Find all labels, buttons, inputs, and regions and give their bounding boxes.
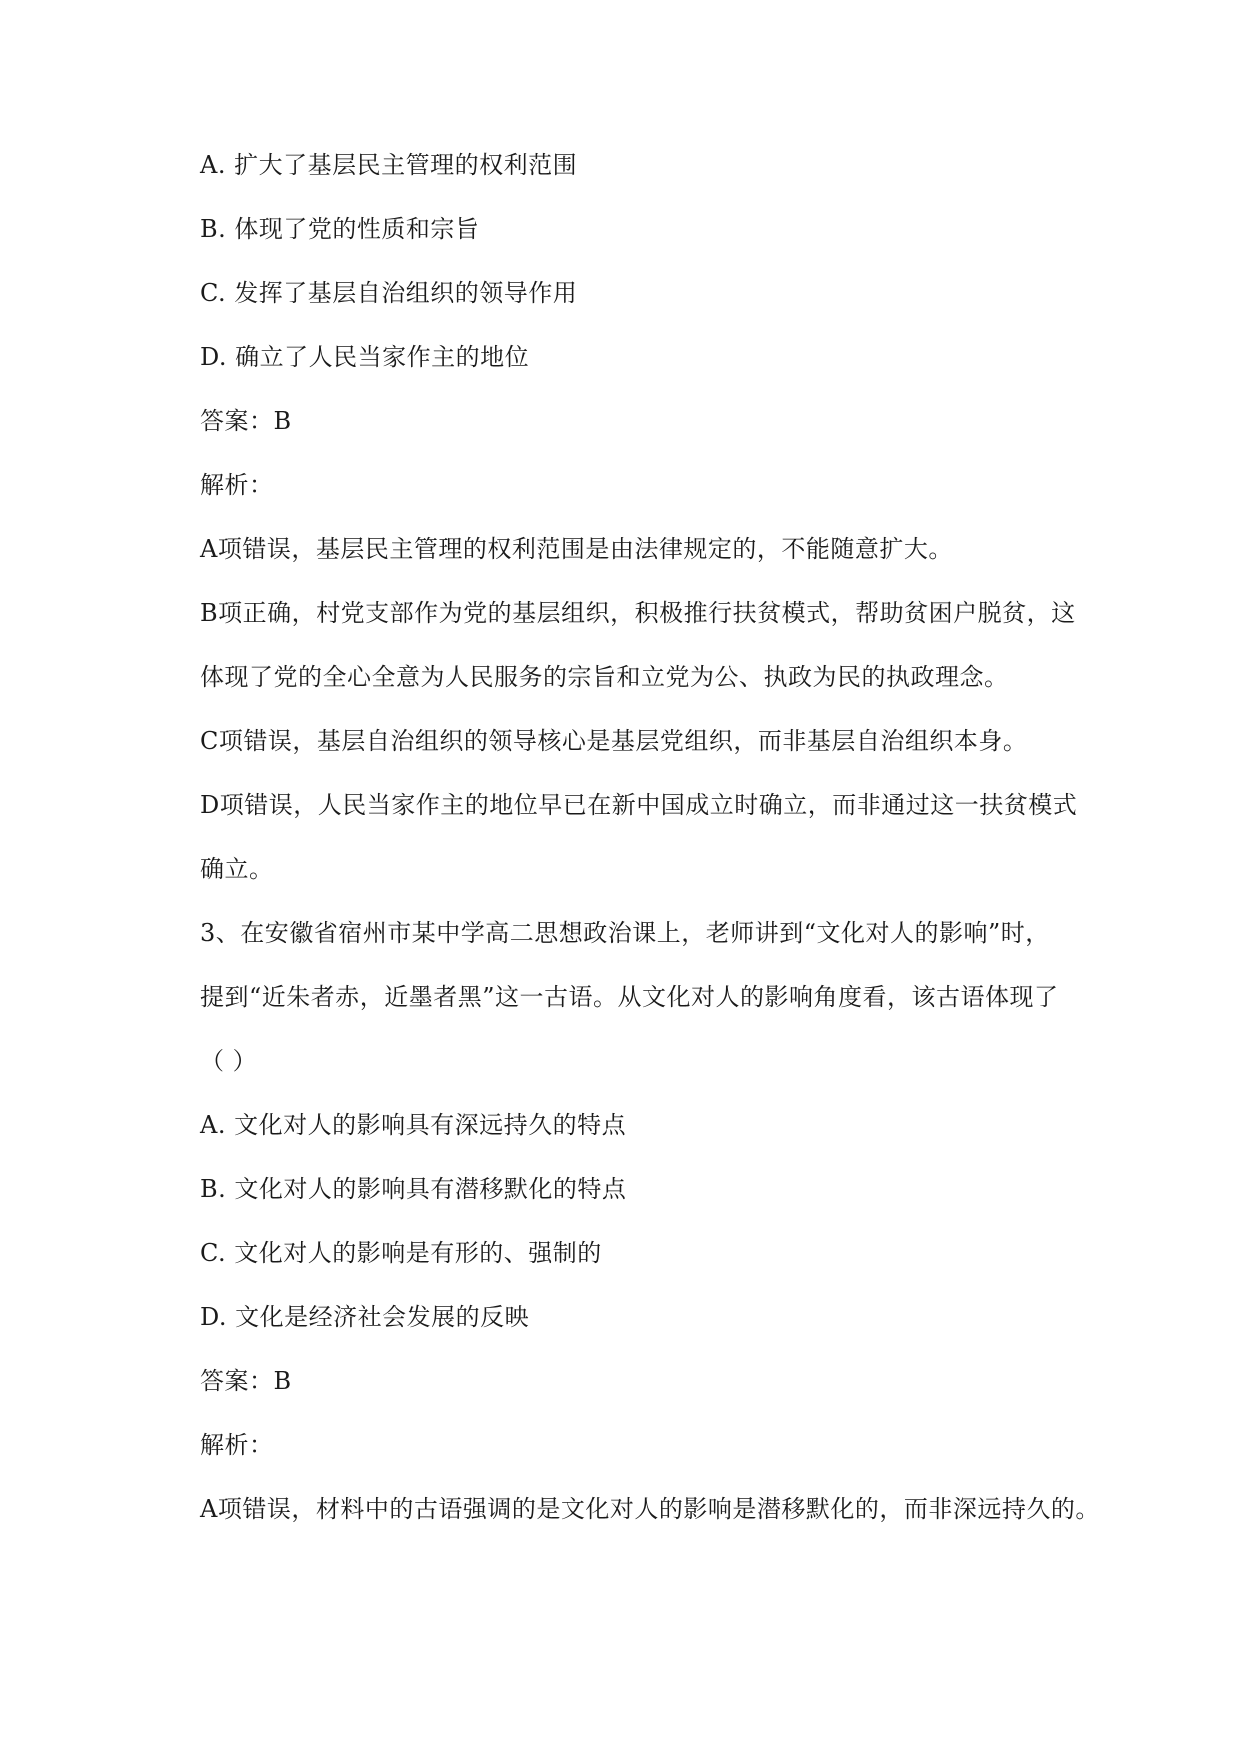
option-d-prev: D. 确立了人民当家作主的地位 <box>200 343 530 371</box>
analysis-d-prev-2: 确立。 <box>200 855 274 883</box>
analysis-heading: 解析： <box>200 1431 274 1459</box>
analysis-d-prev-1: D项错误，人民当家作主的地位早已在新中国成立时确立，而非通过这一扶贫模式 <box>200 791 1078 819</box>
question-3-blank: （ ） <box>200 1047 258 1075</box>
option-c: C. 文化对人的影响是有形的、强制的 <box>200 1239 602 1267</box>
option-a-prev: A. 扩大了基层民主管理的权利范围 <box>200 151 578 179</box>
option-d: D. 文化是经济社会发展的反映 <box>200 1303 530 1331</box>
analysis-a: A项错误，材料中的古语强调的是文化对人的影响是潜移默化的，而非深远持久的。 <box>200 1495 1100 1523</box>
option-b: B. 文化对人的影响具有潜移默化的特点 <box>200 1175 627 1203</box>
analysis-a-prev: A项错误，基层民主管理的权利范围是由法律规定的，不能随意扩大。 <box>200 535 953 563</box>
answer: 答案：B <box>200 1367 292 1395</box>
option-b-prev: B. 体现了党的性质和宗旨 <box>200 215 480 243</box>
analysis-b-prev-2: 体现了党的全心全意为人民服务的宗旨和立党为公、执政为民的执政理念。 <box>200 663 1009 691</box>
analysis-b-prev-1: B项正确，村党支部作为党的基层组织，积极推行扶贫模式，帮助贫困户脱贫，这 <box>200 599 1076 627</box>
option-c-prev: C. 发挥了基层自治组织的领导作用 <box>200 279 578 307</box>
analysis-c-prev: C项错误，基层自治组织的领导核心是基层党组织，而非基层自治组织本身。 <box>200 727 1028 755</box>
option-a: A. 文化对人的影响具有深远持久的特点 <box>200 1111 627 1139</box>
question-3-line-1: 3、在安徽省宿州市某中学高二思想政治课上，老师讲到“文化对人的影响”时， <box>200 919 1050 947</box>
analysis-heading-prev: 解析： <box>200 471 274 499</box>
answer-prev: 答案：B <box>200 407 292 435</box>
question-3-line-2: 提到“近朱者赤，近墨者黑”这一古语。从文化对人的影响角度看，该古语体现了 <box>200 983 1059 1011</box>
